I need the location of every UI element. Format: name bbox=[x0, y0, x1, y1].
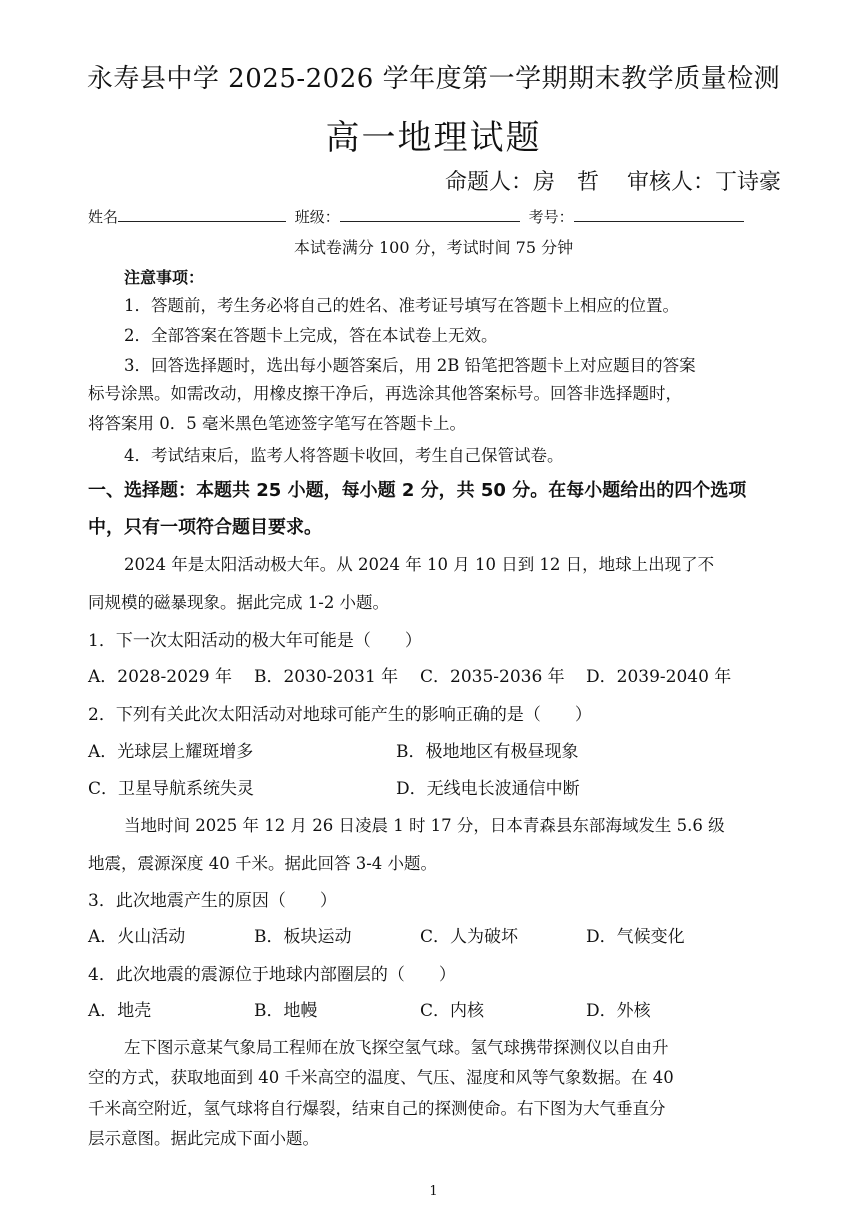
notice-item-2: 2．全部答案在答题卡上完成，答在本试卷上无效。 bbox=[124, 326, 498, 345]
passage-1-line-2: 同规模的磁暴现象。据此完成 1-2 小题。 bbox=[88, 593, 390, 612]
question-2-option-a: A．光球层上耀斑增多 bbox=[88, 742, 254, 762]
question-4-option-a: A．地壳 bbox=[88, 1001, 152, 1021]
question-1-stem: 1．下一次太阳活动的极大年可能是（ ） bbox=[88, 631, 422, 651]
question-1-option-c: C．2035-2036 年 bbox=[420, 667, 565, 687]
question-4-option-b: B．地幔 bbox=[254, 1001, 318, 1021]
number-label: 考号： bbox=[528, 208, 574, 226]
passage-1-line-1: 2024 年是太阳活动极大年。从 2024 年 10 月 10 日到 12 日，地球上出现了不 bbox=[124, 555, 715, 574]
author-label: 命题人：房 哲 bbox=[444, 170, 599, 195]
section-1-heading-line-1: 一、选择题：本题共 25 小题，每小题 2 分，共 50 分。在每小题给出的四个选项 bbox=[88, 480, 747, 501]
notice-item-3-line-2: 标号涂黑。如需改动，用橡皮擦干净后，再选涂其他答案标号。回答非选择题时， bbox=[88, 384, 682, 403]
page-number: 1 bbox=[429, 1184, 438, 1199]
section-1-heading-line-2: 中，只有一项符合题目要求。 bbox=[88, 517, 322, 538]
subject-title: 高一地理试题 bbox=[325, 118, 542, 158]
notice-item-1: 1．答题前，考生务必将自己的姓名、准考证号填写在答题卡上相应的位置。 bbox=[124, 296, 679, 315]
passage-3-line-4: 层示意图。据此完成下面小题。 bbox=[88, 1129, 319, 1148]
passage-3-line-1: 左下图示意某气象局工程师在放飞探空氢气球。氢气球携带探测仪以自由升 bbox=[124, 1038, 669, 1057]
passage-2-line-2: 地震，震源深度 40 千米。据此回答 3-4 小题。 bbox=[88, 854, 438, 873]
question-3-stem: 3．此次地震产生的原因（ ） bbox=[88, 891, 337, 911]
question-2-stem: 2．下列有关此次太阳活动对地球可能产生的影响正确的是（ ） bbox=[88, 705, 592, 725]
student-info-fields bbox=[88, 206, 748, 227]
question-4-option-c: C．内核 bbox=[420, 1001, 485, 1021]
name-blank[interactable] bbox=[118, 207, 286, 222]
class-blank[interactable] bbox=[340, 207, 520, 222]
name-label: 姓名 bbox=[88, 208, 119, 226]
question-1-option-b: B．2030-2031 年 bbox=[254, 667, 399, 687]
question-2-option-d: D．无线电长波通信中断 bbox=[396, 779, 580, 799]
question-1-option-d: D．2039-2040 年 bbox=[586, 667, 732, 687]
question-3-option-d: D．气候变化 bbox=[586, 927, 685, 947]
passage-2-line-1: 当地时间 2025 年 12 月 26 日凌晨 1 时 17 分，日本青森县东部海域发生 5.6 级 bbox=[124, 816, 725, 835]
notice-item-4: 4．考试结束后，监考人将答题卡收回，考生自己保管试卷。 bbox=[124, 446, 564, 465]
question-1-option-a: A．2028-2029 年 bbox=[88, 667, 232, 687]
class-label: 班级： bbox=[294, 208, 340, 226]
author-line bbox=[445, 165, 781, 196]
score-line: 本试卷满分 100 分，考试时间 75 分钟 bbox=[293, 238, 574, 257]
question-3-option-c: C．人为破坏 bbox=[420, 927, 519, 947]
school-title: 永寿县中学 2025-2026 学年度第一学期期末教学质量检测 bbox=[86, 64, 781, 94]
question-4-option-d: D．外核 bbox=[586, 1001, 651, 1021]
notice-heading: 注意事项： bbox=[124, 268, 205, 287]
number-blank[interactable] bbox=[574, 207, 744, 222]
reviewer-label: 审核人：丁诗豪 bbox=[626, 170, 781, 195]
question-4-stem: 4．此次地震的震源位于地球内部圈层的（ ） bbox=[88, 965, 456, 985]
question-2-option-c: C．卫星导航系统失灵 bbox=[88, 779, 255, 799]
passage-3-line-3: 千米高空附近，氢气球将自行爆裂，结束自己的探测使命。右下图为大气垂直分 bbox=[88, 1099, 666, 1118]
notice-item-3-line-1: 3．回答选择题时，选出每小题答案后，用 2B 铅笔把答题卡上对应题目的答案 bbox=[124, 356, 696, 375]
notice-item-3-line-3: 将答案用 0．5 毫米黑色笔迹签字笔写在答题卡上。 bbox=[88, 414, 466, 433]
question-3-option-b: B．板块运动 bbox=[254, 927, 352, 947]
question-2-option-b: B．极地地区有极昼现象 bbox=[396, 742, 579, 762]
passage-3-line-2: 空的方式，获取地面到 40 千米高空的温度、气压、湿度和风等气象数据。在 40 bbox=[88, 1068, 674, 1087]
question-3-option-a: A．火山活动 bbox=[88, 927, 186, 947]
